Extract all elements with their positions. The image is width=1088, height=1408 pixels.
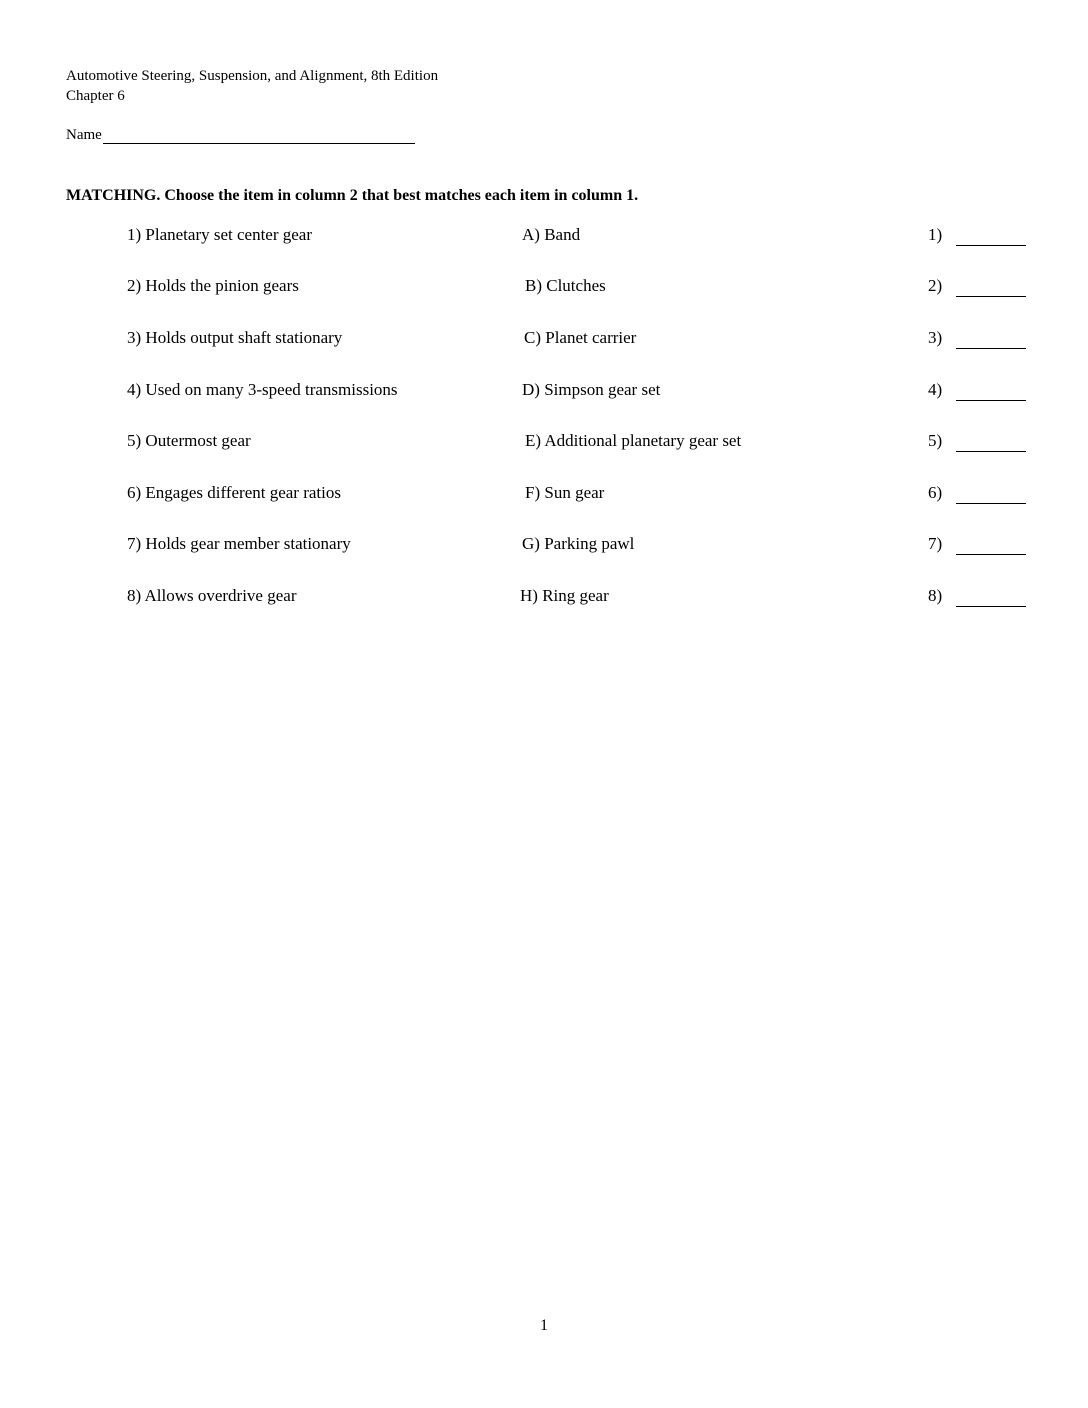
- answer-blank[interactable]: [956, 503, 1026, 504]
- matching-row: [0, 482, 1088, 506]
- answer-number: 4): [928, 380, 943, 399]
- matching-row: [0, 275, 1088, 299]
- chapter-label: Chapter 6: [66, 88, 125, 104]
- book-title: Automotive Steering, Suspension, and Alignment, 8th Edition: [66, 68, 439, 84]
- answer-blank[interactable]: [956, 606, 1026, 607]
- column2-item: H) Ring gear: [520, 586, 609, 605]
- column1-item: 5) Outermost gear: [127, 431, 251, 450]
- answer-number: 2): [928, 276, 943, 295]
- column2-item: G) Parking pawl: [522, 534, 635, 553]
- column1-item: 4) Used on many 3-speed transmissions: [127, 380, 398, 399]
- answer-number: 1): [928, 225, 943, 244]
- column1-item: 7) Holds gear member stationary: [127, 534, 351, 553]
- column2-item: F) Sun gear: [525, 483, 605, 502]
- matching-row: [0, 430, 1088, 454]
- matching-row: [0, 533, 1088, 557]
- matching-row: [0, 379, 1088, 403]
- instructions: MATCHING. Choose the item in column 2 that best matches each item in column 1.: [66, 187, 639, 204]
- name-blank-line[interactable]: [103, 126, 415, 144]
- answer-number: 8): [928, 586, 943, 605]
- answer-blank[interactable]: [956, 296, 1026, 297]
- column2-item: B) Clutches: [525, 276, 606, 295]
- answer-number: 7): [928, 534, 943, 553]
- answer-number: 3): [928, 328, 943, 347]
- answer-number: 5): [928, 431, 943, 450]
- matching-row: [0, 327, 1088, 351]
- matching-row: [0, 585, 1088, 609]
- column2-item: C) Planet carrier: [524, 328, 637, 347]
- page-number: 1: [540, 1317, 548, 1334]
- column2-item: D) Simpson gear set: [522, 380, 661, 399]
- column1-item: 2) Holds the pinion gears: [127, 276, 299, 295]
- answer-blank[interactable]: [956, 348, 1026, 349]
- answer-blank[interactable]: [956, 245, 1026, 246]
- name-label: Name: [66, 127, 102, 143]
- column1-item: 6) Engages different gear ratios: [127, 483, 341, 502]
- name-row: [66, 126, 415, 144]
- column2-item: E) Additional planetary gear set: [525, 431, 742, 450]
- column2-item: A) Band: [522, 225, 581, 244]
- column1-item: 8) Allows overdrive gear: [127, 586, 297, 605]
- matching-row: [0, 224, 1088, 248]
- answer-number: 6): [928, 483, 943, 502]
- answer-blank[interactable]: [956, 554, 1026, 555]
- column1-item: 1) Planetary set center gear: [127, 225, 313, 244]
- answer-blank[interactable]: [956, 400, 1026, 401]
- answer-blank[interactable]: [956, 451, 1026, 452]
- column1-item: 3) Holds output shaft stationary: [127, 328, 343, 347]
